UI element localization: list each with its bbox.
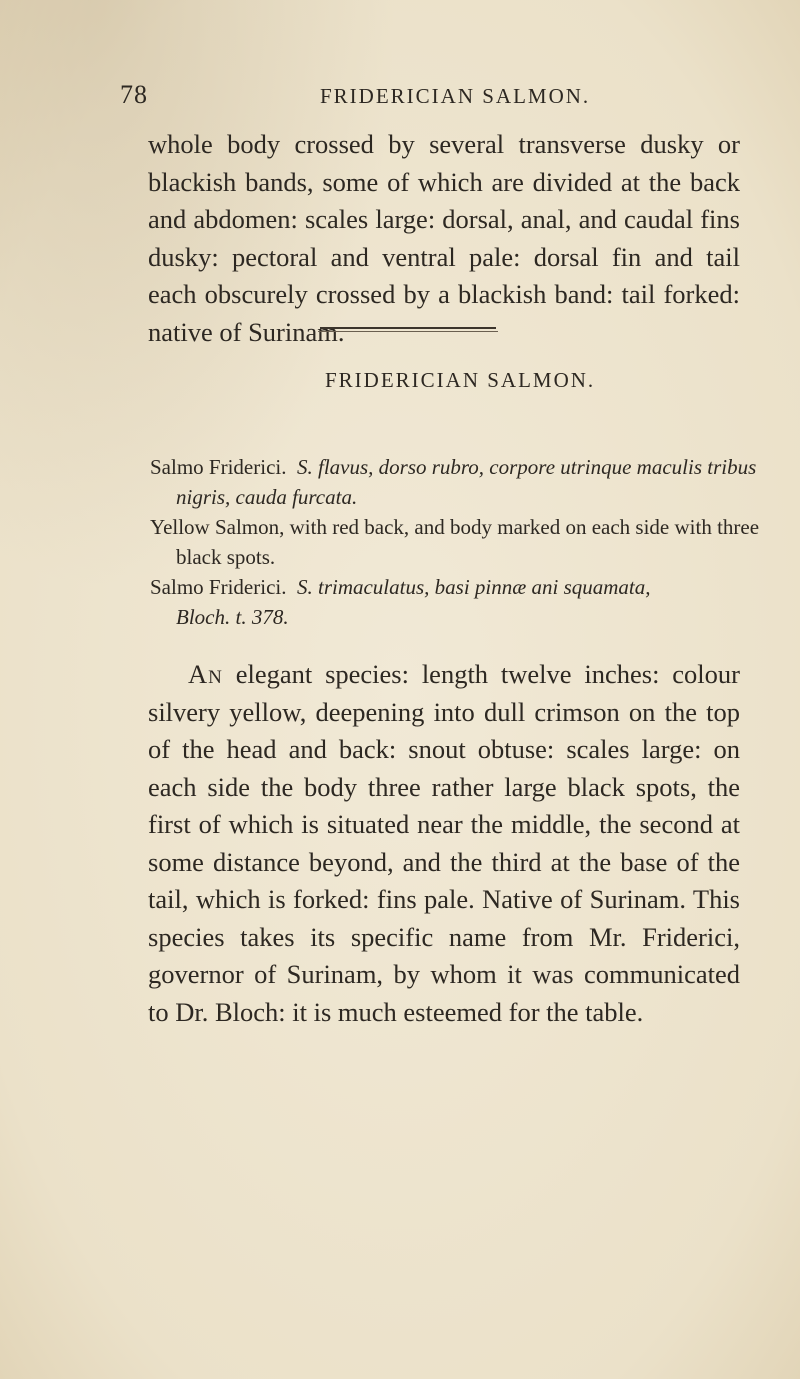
main-paragraph bbox=[148, 656, 740, 1031]
section-divider bbox=[320, 327, 496, 329]
paragraph-lead: An bbox=[188, 659, 223, 689]
section-title: FRIDERICIAN SALMON. bbox=[325, 368, 596, 392]
synonym-name: Salmo Friderici. bbox=[150, 575, 287, 599]
section-divider-thin bbox=[318, 331, 498, 332]
page-header bbox=[120, 80, 740, 120]
synonym-name: Salmo Friderici. bbox=[150, 455, 287, 479]
synonym-entry-3 bbox=[150, 572, 766, 632]
synonym-reference: Bloch. t. 378. bbox=[176, 605, 289, 629]
synonym-description: S. trimaculatus, basi pinnæ ani squamata, bbox=[296, 575, 651, 599]
page-number: 78 bbox=[120, 80, 148, 109]
intro-paragraph: whole body crossed by several transverse dusky or blackish bands, some of which are divided at the back and abdomen: scales large: dorsal, anal, and caudal fins dusky: pectoral and ventral pale: dorsal fin and tail each obscurely crossed by a blackish band: tail forked: native of Surinam. bbox=[148, 129, 740, 347]
synonym-entry-1 bbox=[150, 452, 766, 512]
paragraph-text: elegant species: length twelve inches: colour silvery yellow, deepening into dull crimson on the top of the head and back: snout obtuse: scales large: on each side the body three rather large black spots, the first of which is situated near the middle, the second at some distance beyond, and the third at the base of the tail, which is forked: fins pale. Native of Surinam. This species takes its specific name from Mr. Friderici, governor of Surinam, by whom it was communicated to Dr. Bloch: it is much esteemed for the table. bbox=[148, 659, 740, 1027]
synonym-text: Yellow Salmon, with red back, and body marked on each side with three black spots. bbox=[150, 515, 760, 569]
synonym-entry-2 bbox=[150, 512, 766, 572]
running-head: FRIDERICIAN SALMON. bbox=[320, 84, 591, 108]
synonym-description: S. flavus, dorso rubro, corpore utrinque maculis tribus nigris, cauda furcata. bbox=[176, 455, 757, 509]
